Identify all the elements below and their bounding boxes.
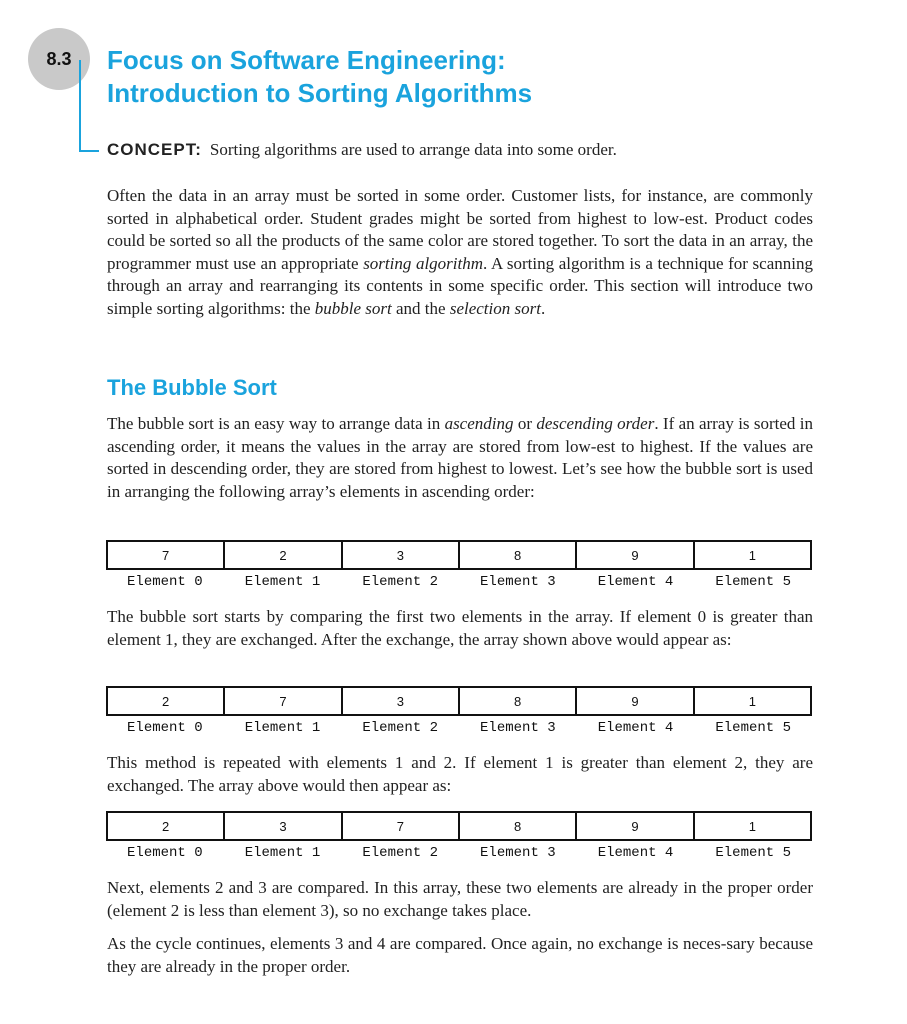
array-cell: 8	[460, 688, 577, 714]
array-cell: 1	[748, 547, 756, 563]
element-label: Element 5	[715, 845, 791, 861]
bubble-paragraph-4: Next, elements 2 and 3 are compared. In this array, these two elements are already in the proper order (element 2 is less than element 3), so no exchange takes place.	[107, 878, 813, 920]
element-label: Element 5	[715, 720, 791, 736]
array-cell: 7	[343, 813, 460, 839]
section-number-badge: 8.3	[28, 28, 90, 90]
array-cell: 2	[108, 688, 225, 714]
element-label: Element 1	[244, 720, 321, 736]
term-sorting-algorithm: sorting algorithm	[363, 253, 484, 273]
array-cell: 7	[108, 542, 225, 568]
array-cell: 1	[748, 693, 756, 709]
array-diagram-3	[106, 811, 812, 861]
array-cell: 3	[225, 813, 342, 839]
array-cell: 7	[225, 688, 342, 714]
array-cells	[106, 686, 812, 716]
concept-bracket-vertical	[79, 60, 81, 152]
element-label: Element 0	[127, 574, 203, 590]
concept-box	[107, 139, 617, 161]
array-cell: 9	[577, 813, 694, 839]
element-label: Element 5	[715, 574, 791, 590]
element-label: Element 4	[597, 845, 674, 861]
section-title	[107, 44, 532, 110]
element-labels	[106, 845, 812, 861]
bubble-paragraph-2: The bubble sort starts by comparing the first two elements in the array. If element 0 is greater than element 1, they are exchanged. After the exchange, the array shown above would appear as:	[107, 607, 813, 649]
element-label: Element 2	[362, 845, 438, 861]
concept-text: Sorting algorithms are used to arrange data into some order.	[209, 140, 617, 159]
title-line-2: Introduction to Sorting Algorithms	[107, 78, 533, 108]
element-label: Element 2	[362, 574, 438, 590]
element-label: Element 0	[127, 845, 203, 861]
term-ascending: ascending	[444, 414, 514, 433]
array-cell: 9	[577, 542, 694, 568]
element-label: Element 0	[127, 720, 203, 736]
element-label: Element 4	[597, 720, 674, 736]
term-descending-order: descending order	[536, 414, 655, 433]
element-label: Element 1	[244, 574, 321, 590]
element-label: Element 3	[480, 720, 556, 736]
element-label: Element 2	[362, 720, 438, 736]
element-label: Element 3	[480, 845, 556, 861]
bubble-paragraph-3: This method is repeated with elements 1 and 2. If element 1 is greater than element 2, they are exchanged. The array above would then appear as:	[107, 753, 813, 795]
term-bubble-sort: bubble sort	[314, 298, 392, 318]
concept-label: CONCEPT:	[107, 140, 202, 159]
array-cell: 2	[108, 813, 225, 839]
title-line-1: Focus on Software Engineering:	[107, 45, 506, 75]
array-cells	[106, 540, 812, 570]
array-cell: 3	[343, 542, 460, 568]
concept-bracket-horizontal	[79, 150, 99, 152]
intro-paragraph: Often the data in an array must be sorted in some order. Customer lists, for instance, are commonly sorted in alphabetical order. Student grades might be sorted from highest to low-est. Product codes could be sorted so all the products of the same color are stored together. To sort the data in an array, the programmer must use an appropriate sorting algorithm. A sorting algorithm is a technique for scanning through an array and rearranging its contents in some specific order. This section will introduce two simple sorting algorithms: the bubble sort and the selection sort.	[107, 186, 813, 318]
element-labels	[106, 720, 812, 736]
element-label: Element 3	[480, 574, 556, 590]
bubble-sort-heading: The Bubble Sort	[107, 375, 277, 400]
element-labels	[106, 574, 812, 590]
array-cell: 8	[460, 813, 577, 839]
array-diagram-2	[106, 686, 812, 736]
array-cell: 2	[225, 542, 342, 568]
bubble-paragraph-1: The bubble sort is an easy way to arrange data in ascending or descending order. If an array is sorted in ascending order, it means the values in the array are stored from low-est to highest. If the values are sorted in descending order, they are stored from highest to lowest. Let’s see how the bubble sort is used in arranging the following array’s elements in ascending order:	[107, 414, 813, 501]
array-cells	[106, 811, 812, 841]
array-cell: 8	[460, 542, 577, 568]
element-label: Element 1	[244, 845, 321, 861]
array-cell: 9	[577, 688, 694, 714]
array-diagram-1	[106, 540, 812, 590]
element-label: Element 4	[597, 574, 674, 590]
array-cell: 1	[748, 818, 756, 834]
term-selection-sort: selection sort	[449, 298, 541, 318]
bubble-paragraph-5: As the cycle continues, elements 3 and 4 are compared. Once again, no exchange is neces-sary because they are already in the proper order.	[107, 934, 813, 976]
array-cell: 3	[343, 688, 460, 714]
